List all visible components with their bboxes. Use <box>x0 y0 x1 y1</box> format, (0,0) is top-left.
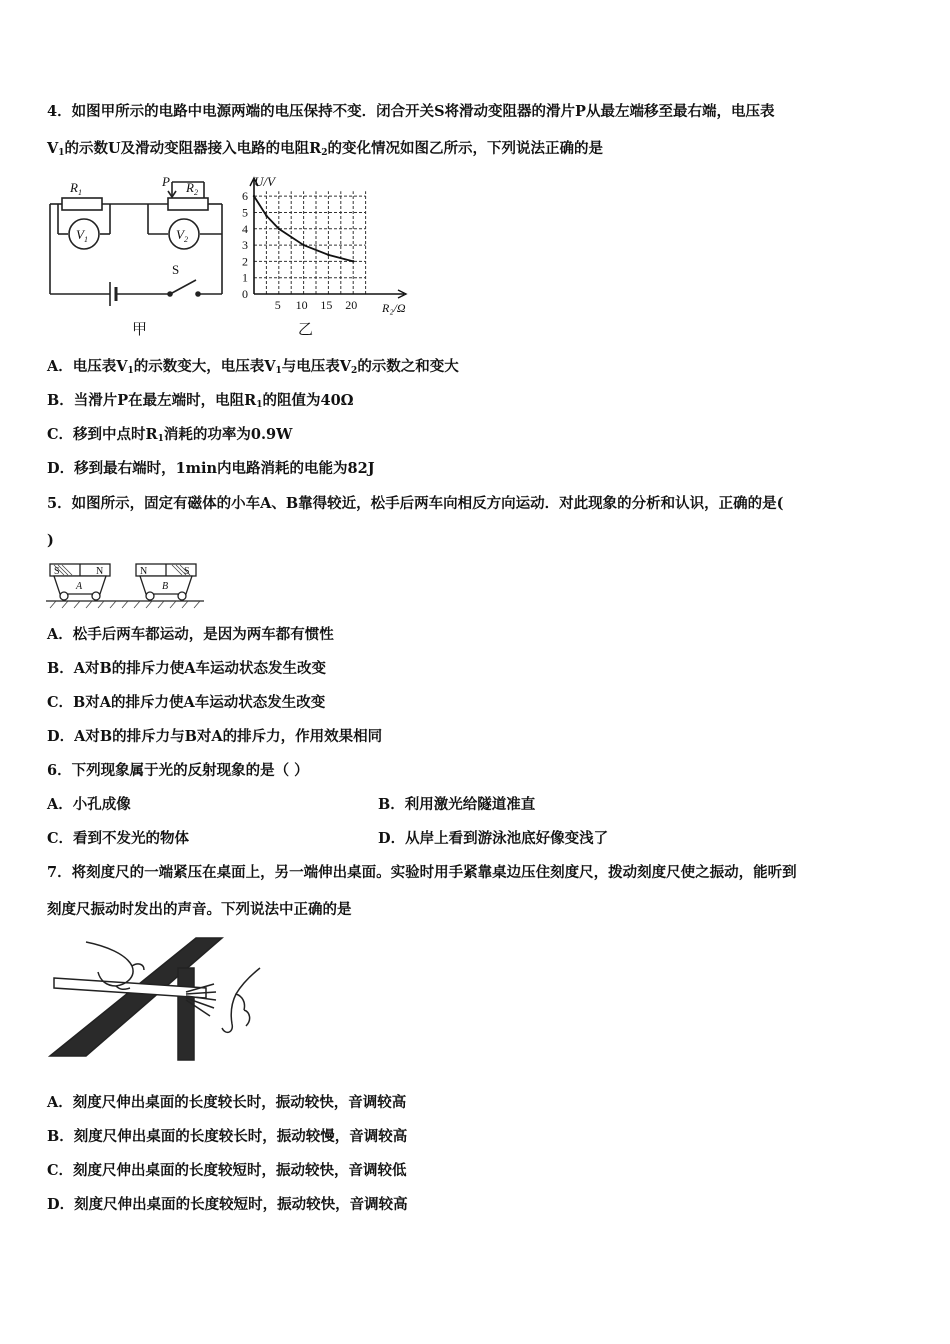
cart-a-wheel <box>60 592 68 600</box>
q4-option-b: B．当滑片P在最左端时，电阻$R_1$的阻值为40Ω <box>47 392 354 410</box>
ruler-vibration-figure <box>46 932 272 1064</box>
magnet-carts-figure <box>44 560 206 610</box>
u-r-graph <box>232 172 422 340</box>
q4-option-d: D．移到最右端时，1min内电路消耗的电能为82J <box>47 460 375 477</box>
data-point <box>253 195 255 197</box>
y-tick-label: 6 <box>242 189 248 204</box>
data-point <box>352 260 354 262</box>
x-tick-label: 10 <box>295 298 308 312</box>
q7-option-c: C．刻度尺伸出桌面的长度较短时，振动较快，音调较低 <box>47 1162 407 1179</box>
chart-y-label: U/V <box>254 174 275 189</box>
r2-resistor <box>168 198 208 210</box>
v2-meter <box>169 219 199 249</box>
q5-stem-line1: 5．如图所示，固定有磁体的小车A、B靠得较近，松手后两车向相反方向运动．对此现象的分析和认识，正确的是( <box>47 495 784 512</box>
data-point <box>302 244 304 246</box>
r1-label: $R_1$ <box>70 180 82 197</box>
chart-x-label: R₂/Ω <box>382 301 406 315</box>
q6-option-d: D．从岸上看到游泳池底好像变浅了 <box>378 830 609 847</box>
y-tick-label: 5 <box>242 205 248 220</box>
q7-stem-line2: 刻度尺振动时发出的声音。下列说法中正确的是 <box>47 901 352 918</box>
right-hand <box>222 968 260 1032</box>
x-tick-label: 15 <box>320 298 333 312</box>
q5-option-b: B．A对B的排斥力使A车运动状态发生改变 <box>47 660 327 677</box>
q5-stem-line2: ) <box>47 532 54 549</box>
left-hand <box>86 942 144 986</box>
cart-a-label: A <box>76 581 83 592</box>
q4-option-c: C．移到中点时$R_1$消耗的功率为0.9W <box>47 426 293 444</box>
q5-option-a: A．松手后两车都运动，是因为两车都有惯性 <box>47 626 334 643</box>
v1-meter <box>69 219 99 249</box>
switch-label: S <box>172 262 180 277</box>
v1-label: $V_1$ <box>76 227 88 244</box>
q6-option-b: B．利用激光给隧道准直 <box>378 796 536 813</box>
x-tick-label: 20 <box>345 298 358 312</box>
circuit-diagram <box>44 172 234 340</box>
cart-a-pole-left: S <box>54 566 60 577</box>
switch-lever <box>172 280 196 293</box>
q7-option-b: B．刻度尺伸出桌面的长度较长时，振动较慢，音调较高 <box>47 1128 408 1145</box>
q6-stem: 6．下列现象属于光的反射现象的是（ ） <box>47 762 309 779</box>
r1-resistor <box>62 198 102 210</box>
data-point <box>278 228 280 230</box>
q4-stem-line1: 4．如图甲所示的电路中电源两端的电压保持不变．闭合开关S将滑动变阻器的滑片P从最左端移至最右端，电压表 <box>47 103 775 120</box>
cart-a-pole-right: N <box>96 566 104 577</box>
cart-a-wheel <box>92 592 100 600</box>
q4-stem-line2: $V_1$的示数U及滑动变阻器接入电路的电阻$R_2$的变化情况如图乙所示，下列说法正确的是 <box>47 140 603 158</box>
q7-option-d: D．刻度尺伸出桌面的长度较短时，振动较快，音调较高 <box>47 1196 408 1213</box>
q7-option-a: A．刻度尺伸出桌面的长度较长时，振动较快，音调较高 <box>47 1094 407 1111</box>
table-leg <box>178 968 194 1060</box>
y-tick-label: 0 <box>242 287 248 301</box>
cart-b-pole-left: N <box>140 566 148 577</box>
y-tick-label: 3 <box>242 238 248 253</box>
cart-b-label: B <box>162 581 169 592</box>
y-tick-label: 4 <box>242 221 248 236</box>
q6-option-a: A．小孔成像 <box>47 796 131 813</box>
r2-label: $R_2$ <box>186 180 198 197</box>
circuit-caption: 甲 <box>132 322 148 338</box>
chart-caption: 乙 <box>298 322 314 338</box>
cart-b-wheel <box>146 592 154 600</box>
q6-option-c: C．看到不发光的物体 <box>47 830 190 847</box>
q7-stem-line1: 7．将刻度尺的一端紧压在桌面上，另一端伸出桌面。实验时用手紧靠桌边压住刻度尺，拨动刻度尺使之振动，能听到 <box>47 864 797 881</box>
y-tick-label: 1 <box>242 270 248 285</box>
q5-option-d: D．A对B的排斥力与B对A的排斥力，作用效果相同 <box>47 728 383 745</box>
p-label: P <box>162 174 170 189</box>
cart-b-wheel <box>178 592 186 600</box>
data-point <box>327 254 329 256</box>
x-tick-label: 5 <box>274 298 281 312</box>
cart-b-pole-right: S <box>184 566 190 577</box>
q4-option-a: A．电压表$V_1$的示数变大，电压表$V_1$与电压表$V_2$的示数之和变大 <box>47 358 459 376</box>
data-point <box>265 215 267 217</box>
y-tick-label: 2 <box>242 254 248 269</box>
v2-label: $V_2$ <box>176 227 188 244</box>
q5-option-c: C．B对A的排斥力使A车运动状态发生改变 <box>47 694 326 711</box>
